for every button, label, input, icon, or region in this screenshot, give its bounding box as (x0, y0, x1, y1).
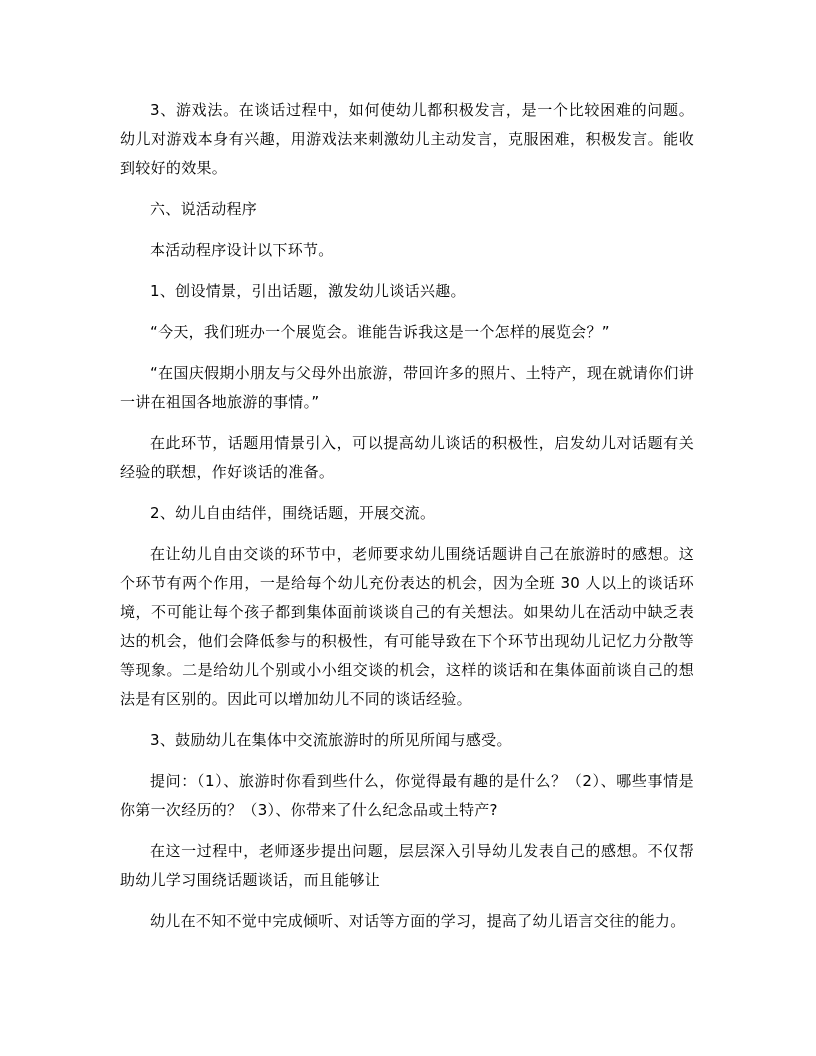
step-2-heading: 2、幼儿自由结伴，围绕话题，开展交流。 (150, 504, 436, 522)
quote-travel: “在国庆假期小朋友与父母外出旅游，带回许多的照片、土特产，现在就请你们讲一讲在祖国各地旅游的事情。” (120, 364, 694, 411)
quote-exhibition: “今天，我们班办一个展览会。谁能告诉我这是一个怎样的展览会？” (150, 323, 610, 341)
paragraph-procedure-intro: 本活动程序设计以下环节。 (150, 241, 334, 259)
paragraph-step-1-explanation: 在此环节，话题用情景引入，可以提高幼儿谈话的积极性，启发幼儿对话题有关经验的联想，作好谈话的准备。 (120, 434, 694, 481)
paragraph-questions: 提问：（1）、旅游时你看到些什么，你觉得最有趣的是什么？（2）、哪些事情是你第一次经历的？（3）、你带来了什么纪念品或土特产? (120, 772, 694, 819)
paragraph-game-method: 3、游戏法。在谈话过程中，如何使幼儿都积极发言，是一个比较困难的问题。幼儿对游戏本身有兴趣，用游戏法来刺激幼儿主动发言，克服困难，积极发言。能收到较好的效果。 (120, 101, 694, 177)
step-1-heading: 1、创设情景，引出话题，激发幼儿谈话兴趣。 (150, 282, 466, 300)
paragraph-step-3-explanation: 在这一过程中，老师逐步提出问题，层层深入引导幼儿发表自己的感想。不仅帮助幼儿学习围绕话题谈话，而且能够让 (120, 842, 694, 889)
paragraph-step-2-explanation: 在让幼儿自由交谈的环节中，老师要求幼儿围绕话题讲自己在旅游时的感想。这个环节有两个作用，一是给每个幼儿充份表达的机会，因为全班 30 人以上的谈话环境，不可能让每个孩子都到集体面前谈谈自己的有关想法。如果幼儿在活动中缺乏表达的机会，他们会降低参与的积极性，有可能导致在下个环节出现幼儿记忆力分散等等现象。二是给幼儿个别或小小组交谈的机会，这样的谈话和在集体面前谈自己的想法是有区别的。因此可以增加幼儿不同的谈话经验。 (120, 545, 694, 708)
document-body (120, 96, 694, 936)
heading-activity-procedure: 六、说活动程序 (150, 200, 258, 218)
step-3-heading: 3、鼓励幼儿在集体中交流旅游时的所见所闻与感受。 (150, 731, 512, 749)
paragraph-conclusion: 幼儿在不知不觉中完成倾听、对话等方面的学习，提高了幼儿语言交往的能力。 (150, 912, 686, 930)
